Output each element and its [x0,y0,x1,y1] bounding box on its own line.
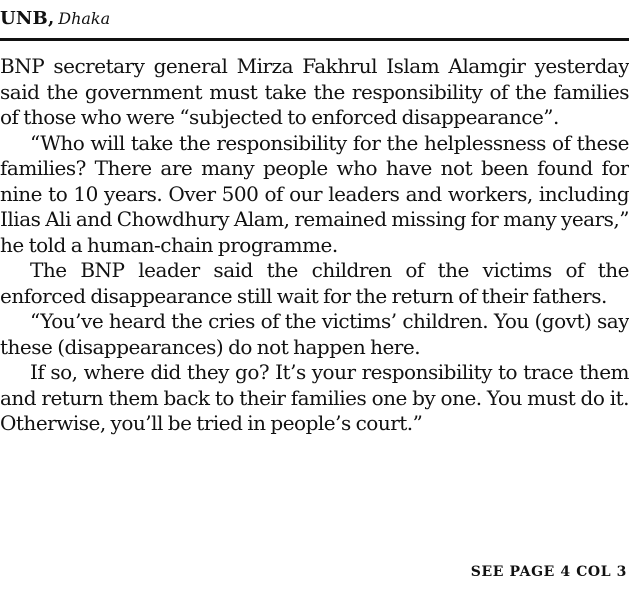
dateline-rule [0,38,629,41]
news-agency: UNB [0,8,48,29]
byline-separator: , [47,8,55,29]
paragraph-2: “Who will take the responsibility for the helplessness of these families? There are many people who have not been found for nine to 10 years. Over 500 of our leaders and workers, including Ilias Ali and Chowdhury Alam, remained missing for many years,” he told a human-chain programme. [0,130,629,257]
paragraph-5: If so, where did they go? It’s your responsibility to trace them and return them back to their families one by one. You must do it. Otherwise, you’ll be tried in people’s court.” [0,360,629,435]
continued-on-page-link[interactable]: SEE PAGE 4 COL 3 [470,564,627,580]
article-body [0,54,629,437]
dateline-city: Dhaka [58,9,111,28]
paragraph-3: The BNP leader said the children of the victims of the enforced disappearance still wait for the return of their fathers. [0,258,629,308]
paragraph-1: BNP secretary general Mirza Fakhrul Islam Alamgir yesterday said the government must take the responsibility of the families of those who were “subjected to enforced disappearance”. [0,54,629,129]
paragraph-4: “You’ve heard the cries of the victims’ children. You (govt) say these (disappearances) do not happen here. [0,309,629,359]
dateline [0,6,110,32]
